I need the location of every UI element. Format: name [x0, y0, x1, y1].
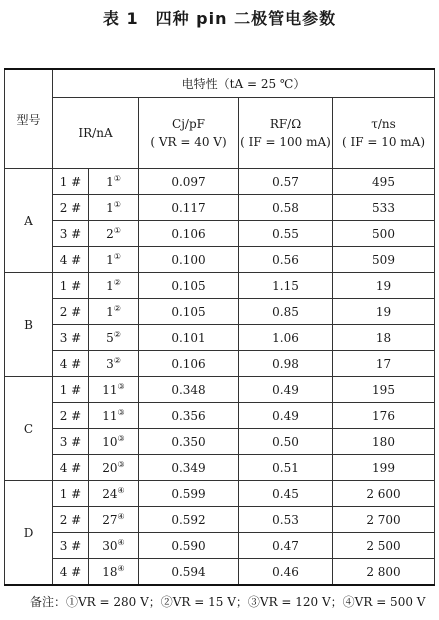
table-row — [5, 533, 435, 559]
rf-cell: 0.55 — [239, 221, 333, 247]
header-ir: IR/nA — [53, 98, 139, 169]
cj-cell: 0.106 — [139, 221, 239, 247]
ir-value: 1 — [106, 175, 114, 189]
model-cell: C — [5, 377, 53, 481]
sample-index-cell: 3 # — [53, 533, 89, 559]
header-tau-label: τ/ns — [371, 117, 396, 131]
tau-cell: 509 — [333, 247, 435, 273]
ir-cell — [89, 299, 139, 325]
ir-value: 11 — [102, 383, 118, 397]
ir-value: 18 — [102, 565, 118, 579]
ir-value: 10 — [102, 435, 118, 449]
rf-cell: 0.49 — [239, 403, 333, 429]
footnote-mark: ② — [113, 278, 121, 287]
ir-value: 1 — [106, 201, 114, 215]
sample-index-cell: 3 # — [53, 221, 89, 247]
header-tau — [333, 98, 435, 169]
ir-value: 5 — [106, 331, 114, 345]
table-title: 表 1 四种 pin 二极管电参数 — [102, 9, 337, 28]
rf-cell: 0.51 — [239, 455, 333, 481]
tau-cell: 18 — [333, 325, 435, 351]
ir-cell — [89, 351, 139, 377]
rf-cell: 0.53 — [239, 507, 333, 533]
ir-value: 1 — [106, 253, 114, 267]
sample-index-cell: 2 # — [53, 195, 89, 221]
ir-cell — [89, 455, 139, 481]
sample-index-cell: 2 # — [53, 403, 89, 429]
cj-cell: 0.101 — [139, 325, 239, 351]
cj-cell: 0.592 — [139, 507, 239, 533]
diode-parameter-table — [4, 68, 435, 586]
header-cj-label: Cj/pF — [172, 117, 205, 131]
footnote-mark: ④ — [117, 486, 125, 495]
tau-cell: 2 500 — [333, 533, 435, 559]
ir-value: 1 — [106, 279, 114, 293]
footnote-mark: ③ — [117, 382, 125, 391]
sample-index-cell: 3 # — [53, 429, 89, 455]
header-electrical-characteristics: 电特性（tA = 25 ℃） — [53, 69, 435, 98]
sample-index-cell: 4 # — [53, 559, 89, 586]
footnote-mark: ③ — [117, 460, 125, 469]
cj-cell: 0.594 — [139, 559, 239, 586]
header-rf-label: RF/Ω — [269, 117, 302, 131]
cj-cell: 0.590 — [139, 533, 239, 559]
ir-cell — [89, 429, 139, 455]
ir-value: 27 — [102, 513, 118, 527]
tau-cell: 199 — [333, 455, 435, 481]
ir-cell — [89, 221, 139, 247]
model-cell: A — [5, 169, 53, 273]
ir-cell — [89, 481, 139, 507]
tau-cell: 500 — [333, 221, 435, 247]
footnote-mark: ② — [113, 356, 121, 365]
cj-cell: 0.350 — [139, 429, 239, 455]
ir-cell — [89, 559, 139, 586]
rf-cell: 1.06 — [239, 325, 333, 351]
table-row — [5, 169, 435, 195]
table-row — [5, 559, 435, 586]
rf-cell: 0.50 — [239, 429, 333, 455]
rf-cell: 1.15 — [239, 273, 333, 299]
ir-value: 2 — [106, 227, 114, 241]
sample-index-cell: 2 # — [53, 507, 89, 533]
cj-cell: 0.356 — [139, 403, 239, 429]
ir-value: 20 — [102, 461, 118, 475]
table-footnote: 备注：①VR = 280 V；②VR = 15 V；③VR = 120 V；④VR = 500 V — [30, 595, 426, 609]
header-tau-condition: ( IF = 10 mA) — [341, 135, 426, 149]
cj-cell: 0.105 — [139, 299, 239, 325]
rf-cell: 0.49 — [239, 377, 333, 403]
ir-cell — [89, 273, 139, 299]
ir-value: 1 — [106, 305, 114, 319]
ir-value: 11 — [102, 409, 118, 423]
tau-cell: 176 — [333, 403, 435, 429]
cj-cell: 0.599 — [139, 481, 239, 507]
table-row — [5, 429, 435, 455]
ir-cell — [89, 403, 139, 429]
ir-value: 24 — [102, 487, 118, 501]
tau-cell: 195 — [333, 377, 435, 403]
rf-cell: 0.46 — [239, 559, 333, 586]
tau-cell: 19 — [333, 299, 435, 325]
model-cell: B — [5, 273, 53, 377]
tau-cell: 2 800 — [333, 559, 435, 586]
model-cell: D — [5, 481, 53, 586]
cj-cell: 0.348 — [139, 377, 239, 403]
footnote-mark: ④ — [117, 564, 125, 573]
ir-cell — [89, 533, 139, 559]
cj-cell: 0.106 — [139, 351, 239, 377]
sample-index-cell: 1 # — [53, 273, 89, 299]
rf-cell: 0.47 — [239, 533, 333, 559]
ir-cell — [89, 507, 139, 533]
cj-cell: 0.097 — [139, 169, 239, 195]
table-row — [5, 403, 435, 429]
tau-cell: 17 — [333, 351, 435, 377]
tau-cell: 533 — [333, 195, 435, 221]
cj-cell: 0.100 — [139, 247, 239, 273]
ir-cell — [89, 169, 139, 195]
sample-index-cell: 2 # — [53, 299, 89, 325]
sample-index-cell: 4 # — [53, 455, 89, 481]
rf-cell: 0.57 — [239, 169, 333, 195]
ir-value: 3 — [106, 357, 114, 371]
footnote-mark: ① — [113, 200, 121, 209]
table-row — [5, 247, 435, 273]
table-row — [5, 299, 435, 325]
rf-cell: 0.56 — [239, 247, 333, 273]
footnote-mark: ④ — [117, 538, 125, 547]
ir-cell — [89, 195, 139, 221]
footnote-mark: ② — [113, 304, 121, 313]
rf-cell: 0.85 — [239, 299, 333, 325]
table-row — [5, 455, 435, 481]
footnote-mark: ④ — [117, 512, 125, 521]
footnote-mark: ③ — [117, 408, 125, 417]
ir-cell — [89, 247, 139, 273]
cj-cell: 0.349 — [139, 455, 239, 481]
ir-value: 30 — [102, 539, 118, 553]
cj-cell: 0.117 — [139, 195, 239, 221]
table-row — [5, 195, 435, 221]
footnote-mark: ③ — [117, 434, 125, 443]
header-rf-condition: ( IF = 100 mA) — [240, 135, 331, 149]
rf-cell: 0.58 — [239, 195, 333, 221]
header-cj — [139, 98, 239, 169]
cj-cell: 0.105 — [139, 273, 239, 299]
table-row — [5, 325, 435, 351]
footnote-mark: ② — [113, 330, 121, 339]
tau-cell: 495 — [333, 169, 435, 195]
tau-cell: 180 — [333, 429, 435, 455]
table-row — [5, 507, 435, 533]
table-row — [5, 221, 435, 247]
sample-index-cell: 4 # — [53, 247, 89, 273]
footnote-mark: ① — [113, 252, 121, 261]
ir-cell — [89, 325, 139, 351]
sample-index-cell: 3 # — [53, 325, 89, 351]
table-row — [5, 351, 435, 377]
rf-cell: 0.45 — [239, 481, 333, 507]
header-rf — [239, 98, 333, 169]
footnote-mark: ① — [113, 226, 121, 235]
table-row — [5, 481, 435, 507]
rf-cell: 0.98 — [239, 351, 333, 377]
table-row — [5, 377, 435, 403]
tau-cell: 19 — [333, 273, 435, 299]
tau-cell: 2 600 — [333, 481, 435, 507]
table-row — [5, 273, 435, 299]
sample-index-cell: 1 # — [53, 481, 89, 507]
tau-cell: 2 700 — [333, 507, 435, 533]
sample-index-cell: 1 # — [53, 377, 89, 403]
ir-cell — [89, 377, 139, 403]
sample-index-cell: 4 # — [53, 351, 89, 377]
footnote-mark: ① — [113, 174, 121, 183]
header-model: 型号 — [5, 69, 53, 169]
header-cj-condition: ( VR = 40 V) — [150, 135, 227, 149]
sample-index-cell: 1 # — [53, 169, 89, 195]
